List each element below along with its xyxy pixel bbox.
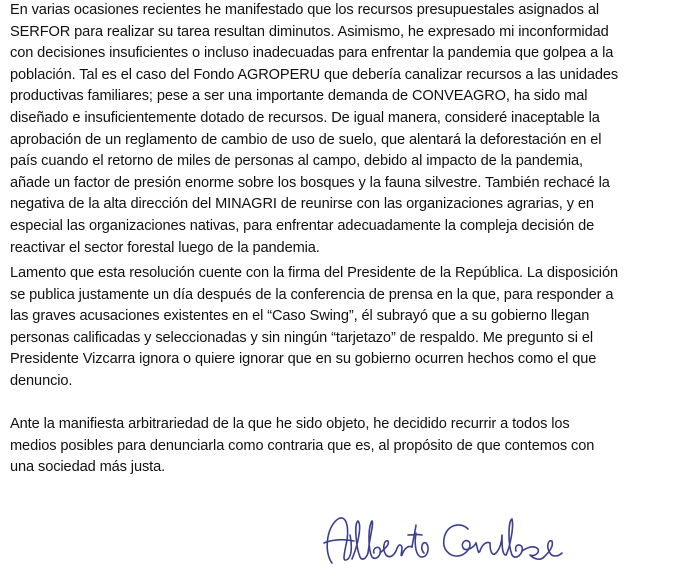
text-line: las graves acusaciones existentes en el “Caso Swing”, él subrayó que a su gobierno llegan xyxy=(10,308,590,325)
text-line: con decisiones insuficientes o incluso inadecuadas para enfrentar la pandemia que golpea a la xyxy=(10,45,614,62)
text-line: población. Tal es el caso del Fondo AGROPERU que debería canalizar recursos a las unidades xyxy=(10,66,619,83)
text-line: productivas familiares; pese a ser una importante demanda de CONVEAGRO, ha sido mal xyxy=(10,88,588,105)
text-line: negativa de la alta dirección del MINAGRI de reunirse con las organizaciones agrarias, y en xyxy=(10,196,594,213)
text-line: En varias ocasiones recientes he manifestado que los recursos presupuestales asignados al xyxy=(10,2,599,18)
signature-stroke xyxy=(380,541,396,557)
text-line: denuncio. xyxy=(10,372,73,389)
text-line: Presidente Vizcarra ignora o quiere ignorar que en su gobierno ocurren hechos como el que xyxy=(10,351,597,368)
text-line: añade un factor de presión enorme sobre los bosques y la fauna silvestre. También rechacé la xyxy=(10,174,610,191)
text-line: medios posibles para denunciarla como contraria que es, al propósito de que contemos con xyxy=(10,437,595,454)
signature-stroke xyxy=(324,540,354,543)
paragraph-1 xyxy=(10,0,678,259)
signature-stroke xyxy=(476,542,490,552)
signature-stroke xyxy=(352,521,368,559)
text-line: Ante la manifiesta arbitrariedad de la que he sido objeto, he decidido recurrir a todos los xyxy=(10,416,570,432)
text-line: país cuando el retorno de miles de personas al campo, debido al impacto de la pandemia, xyxy=(10,153,583,170)
text-line: reactivar el sector forestal luego de la pandemia. xyxy=(10,239,320,256)
text-line: SERFOR para realizar su tarea resultan diminutos. Asimismo, he expresado mi inconformidad xyxy=(10,23,609,40)
signature-stroke xyxy=(415,533,428,557)
signature-stroke xyxy=(490,535,506,555)
text-line: diseñado e insuficientemente dotado de recursos. De igual manera, consideré inaceptable la xyxy=(10,109,600,126)
signature-stroke xyxy=(506,519,522,557)
signature-stroke xyxy=(444,525,476,556)
handwritten-signature xyxy=(318,505,568,580)
signature-stroke xyxy=(396,545,412,556)
text-line: se publica justamente un día después de la conferencia de prensa en la que, para responder a xyxy=(10,286,614,303)
text-line: Lamento que esta resolución cuente con la firma del Presidente de la República. La disposición xyxy=(10,265,618,281)
paragraph-3 xyxy=(10,414,678,479)
signature-drawing xyxy=(318,505,568,580)
signature-stroke xyxy=(522,547,544,559)
paragraph-2 xyxy=(10,263,678,393)
text-line: personas calificadas y seleccionadas y sin ningún “tarjetazo” de respaldo. Me pregunto si el xyxy=(10,329,593,346)
text-line: especial las organizaciones nativas, para enfrentar adecuadamente la compleja decisión de xyxy=(10,217,595,234)
text-line: aprobación de un reglamento de cambio de uso de suelo, que alentará la deforestación en el xyxy=(10,131,602,148)
signature-stroke xyxy=(368,521,380,558)
signature-stroke xyxy=(544,541,562,557)
text-line: una sociedad más justa. xyxy=(10,459,166,476)
